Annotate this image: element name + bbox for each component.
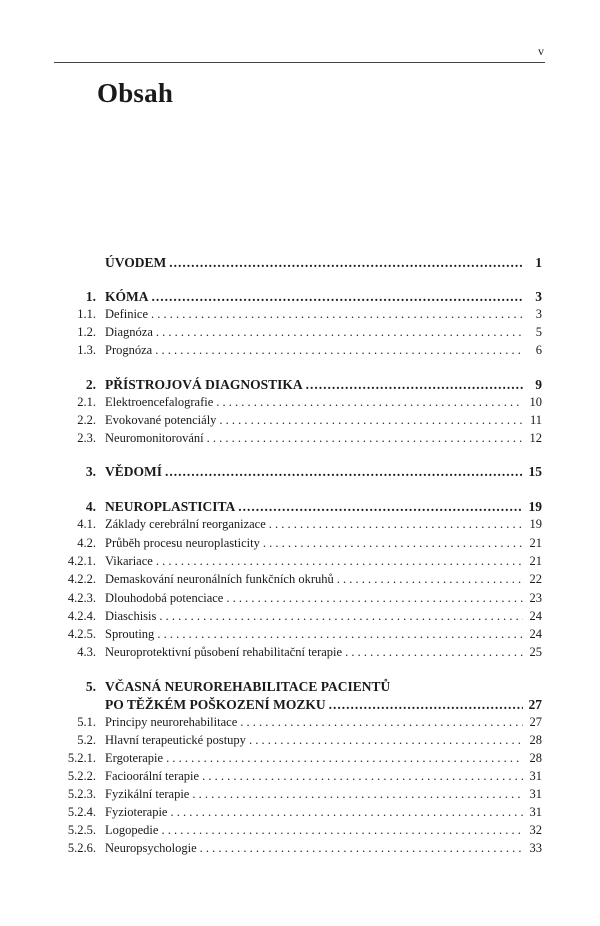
toc-entry-page: 28 [529, 751, 542, 765]
toc-entry-number: 3. [85, 464, 96, 479]
toc-entry-line [105, 627, 542, 642]
toc-entry-label: Neuropsychologie [105, 841, 197, 855]
toc-entry-number: 2.2. [77, 413, 96, 427]
toc-entry-line [105, 395, 542, 410]
toc-entry-number: 1.3. [77, 343, 96, 357]
toc-entry-page: 27 [528, 697, 542, 712]
toc-entry-page: 6 [535, 343, 542, 357]
toc-entry-page: 15 [528, 464, 542, 479]
leader-dots [226, 591, 523, 606]
toc-entry-line [105, 841, 542, 856]
leader-dots [165, 464, 523, 480]
leader-dots [202, 769, 523, 784]
toc-entry-line [105, 823, 542, 838]
toc-entry-page: 25 [529, 645, 542, 659]
toc-entry-page: 5 [535, 325, 542, 339]
toc-entry-line [105, 554, 542, 569]
leader-dots [249, 733, 523, 748]
toc-entry-page: 19 [529, 517, 542, 531]
toc-entry-label: Základy cerebrální reorganizace [105, 517, 266, 531]
leader-dots [156, 325, 523, 340]
toc-entry-line [105, 289, 542, 305]
toc-entry-label: Elektroencefalografie [105, 395, 214, 409]
toc-entry-label: Ergoterapie [105, 751, 164, 765]
leader-dots [159, 609, 523, 624]
toc-entry-number: 5.2.3. [67, 787, 96, 801]
toc-entry-label: Definice [105, 307, 149, 321]
toc-entry-page: 24 [529, 609, 542, 623]
toc-entry-page: 3 [535, 307, 542, 321]
toc-entry-page: 28 [529, 733, 542, 747]
toc-entry-page: 21 [529, 536, 542, 550]
toc-entry-label: Hlavní terapeutické postupy [105, 733, 246, 747]
toc-entry-page: 31 [529, 787, 542, 801]
toc-entry-label: Fyzioterapie [105, 805, 168, 819]
toc-entry-label: VČASNÁ NEUROREHABILITACE PACIENTŮ [105, 679, 391, 694]
toc-entry-line [105, 325, 542, 340]
toc-entry-page: 24 [529, 627, 542, 641]
toc-entry-number: 4.2. [77, 536, 96, 550]
toc-entry-label: Průběh procesu neuroplasticity [105, 536, 260, 550]
toc-entry-label: PO TĚŽKÉM POŠKOZENÍ MOZKU [105, 697, 326, 712]
leader-dots [207, 431, 523, 446]
toc-entry-page: 10 [529, 395, 542, 409]
toc-entry-line [105, 536, 542, 551]
toc-entry-number: 4.3. [77, 645, 96, 659]
toc-entry-label: Fyzikální terapie [105, 787, 190, 801]
leader-dots [240, 715, 523, 730]
leader-dots [192, 787, 523, 802]
toc-entry-number: 4.2.4. [67, 609, 96, 623]
toc-entry-page: 27 [529, 715, 542, 729]
leader-dots [157, 627, 523, 642]
leader-dots [151, 307, 523, 322]
leader-dots [161, 823, 523, 838]
toc-entry-number: 4.2.3. [67, 591, 96, 605]
toc-entry-line [105, 413, 542, 428]
toc-entry-line [105, 697, 542, 713]
toc-entry-number: 5. [85, 679, 96, 694]
leader-dots [152, 289, 524, 305]
toc-entry-number: 2.1. [77, 395, 96, 409]
toc-entry-line [105, 343, 542, 358]
toc-entry-number: 5.2.1. [67, 751, 96, 765]
leader-dots [238, 499, 523, 515]
toc-entry-line [105, 715, 542, 730]
toc-entry-line [105, 307, 542, 322]
toc-entry-label: Prognóza [105, 343, 153, 357]
toc-entry-line [105, 591, 542, 606]
toc-entry-line [105, 377, 542, 393]
toc-entry-label: Dlouhodobá potenciace [105, 591, 224, 605]
toc-entry-page: 19 [528, 499, 542, 514]
toc-entry-page: 3 [535, 289, 542, 304]
toc-entry-label: NEUROPLASTICITA [105, 499, 236, 514]
toc-entry-number: 2. [85, 377, 96, 392]
toc-entry-line [105, 751, 542, 766]
toc-entry-number: 1.2. [77, 325, 96, 339]
leader-dots [170, 805, 523, 820]
toc-entry-label: Sprouting [105, 627, 155, 641]
toc-entry-label: Principy neurorehabilitace [105, 715, 238, 729]
toc-entry-page: 33 [529, 841, 542, 855]
toc-entry-page: 31 [529, 769, 542, 783]
toc-entry-label: Facioorální terapie [105, 769, 200, 783]
toc-entry-page: 9 [535, 377, 542, 392]
toc-entry-number: 5.2.2. [67, 769, 96, 783]
leader-dots [269, 517, 523, 532]
toc-entry-page: 32 [529, 823, 542, 837]
toc-entry-line [105, 787, 542, 802]
toc-entry-line [105, 805, 542, 820]
toc-entry-label: Diaschisis [105, 609, 157, 623]
toc-entry-number: 5.2.5. [67, 823, 96, 837]
toc-entry-number: 5.2.4. [67, 805, 96, 819]
leader-dots [329, 697, 523, 713]
toc-entry-line [105, 464, 542, 480]
toc-entry-number: 1.1. [77, 307, 96, 321]
toc-entry-number: 5.2. [77, 733, 96, 747]
toc-entry-number: 5.2.6. [67, 841, 96, 855]
toc-entry-line [105, 769, 542, 784]
leader-dots [166, 751, 523, 766]
toc-entry-page: 21 [529, 554, 542, 568]
toc-entry-number: 4.2.2. [67, 572, 96, 586]
toc-entry-line [105, 572, 542, 587]
toc-entry-line [105, 645, 542, 660]
toc-entry-page: 11 [529, 413, 542, 427]
toc-entry-line [105, 517, 542, 532]
toc-entry-number: 4.2.1. [67, 554, 96, 568]
toc-entry-number: 5.1. [77, 715, 96, 729]
toc-entry-label: Neuromonitorování [105, 431, 204, 445]
toc-entry-line [105, 499, 542, 515]
toc-entry-label: Diagnóza [105, 325, 153, 339]
toc-entry-line [105, 255, 542, 271]
leader-dots [156, 554, 523, 569]
leader-dots [306, 377, 523, 393]
leader-dots [216, 395, 523, 410]
toc-entry-page: 31 [529, 805, 542, 819]
toc-entry-page: 23 [529, 591, 542, 605]
toc-entry-page: 12 [529, 431, 542, 445]
toc-entry-line [105, 679, 542, 695]
toc-entry-label: PŘÍSTROJOVÁ DIAGNOSTIKA [105, 377, 303, 392]
toc-entry-number: 2.3. [77, 431, 96, 445]
toc-entry-line [105, 609, 542, 624]
toc-entry-line [105, 733, 542, 748]
toc-entry-page: 22 [529, 572, 542, 586]
toc-entry-page: 1 [535, 255, 542, 270]
header-rule [54, 62, 545, 63]
page-title: Obsah [97, 78, 174, 108]
toc-entry-label: KÓMA [105, 289, 149, 304]
toc-entry-label: Logopedie [105, 823, 159, 837]
leader-dots [169, 255, 523, 271]
leader-dots [155, 343, 523, 358]
leader-dots [337, 572, 523, 587]
leader-dots [345, 645, 523, 660]
toc-entry-label: ÚVODEM [105, 255, 167, 270]
toc-entry-number: 4. [85, 499, 96, 514]
page-number: v [538, 44, 544, 58]
toc-entry-number: 4.2.5. [67, 627, 96, 641]
toc-entry-label: Neuroprotektivní působení rehabilitační terapie [105, 645, 343, 659]
toc-entry-label: VĚDOMÍ [105, 464, 162, 479]
toc-entry-label: Vikariace [105, 554, 153, 568]
toc-entry-line [105, 431, 542, 446]
toc-entry-number: 1. [85, 289, 96, 304]
leader-dots [219, 413, 523, 428]
toc-entry-label: Demaskování neuronálních funkčních okruhů [105, 572, 334, 586]
leader-dots [200, 841, 523, 856]
toc-entry-number: 4.1. [77, 517, 96, 531]
leader-dots [263, 536, 523, 551]
toc-entry-label: Evokované potenciály [105, 413, 217, 427]
